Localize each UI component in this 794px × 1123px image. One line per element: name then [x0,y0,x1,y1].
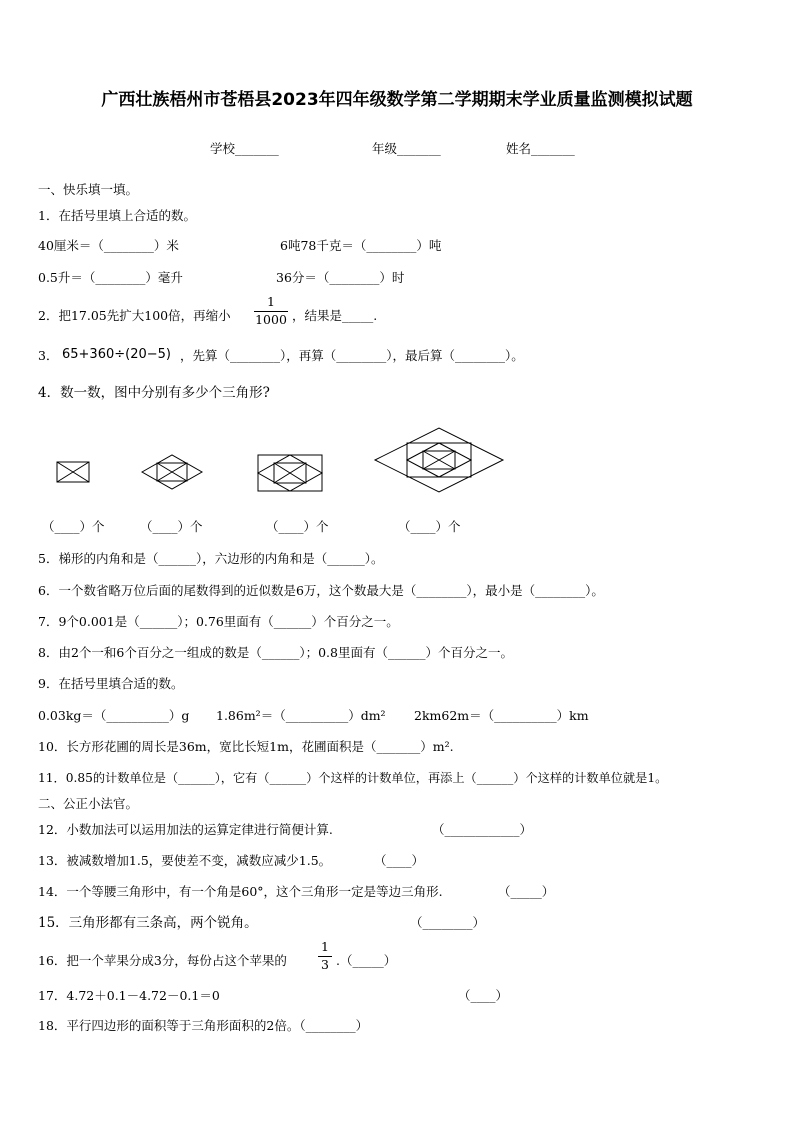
figure-4 [375,428,503,492]
triangle-figures [0,425,794,505]
math-expression: 65+360÷(20−5) [62,347,171,362]
question-9-stem: 9．在括号里填合适的数。 [38,676,184,691]
question-9c: 2km62m＝（__________）km [414,708,589,723]
grade-field: 年级_______ [372,141,441,156]
question-6: 6．一个数省略万位后面的尾数得到的近似数是6万，这个数最大是（________），最小是（________）。 [38,583,604,598]
fraction-numerator: 1 [267,294,275,309]
question-13-answer: （____） [374,853,425,868]
question-15: 15．三角形都有三条高，两个锐角。 [38,915,258,931]
question-12-answer: （____________） [432,822,533,837]
figure-1-answer: （____）个 [42,519,105,534]
question-18: 18．平行四边形的面积等于三角形面积的2倍。（________） [38,1018,369,1033]
question-1d: 36分＝（________）时 [276,270,405,285]
question-5: 5．梯形的内角和是（______），六边形的内角和是（______）。 [38,551,384,566]
section-heading: 一、快乐填一填。 [38,182,139,197]
section-heading: 二、公正小法官。 [38,796,139,811]
fraction-denominator: 1000 [255,311,287,327]
question-2-text: 2．把17.05先扩大100倍，再缩小 [38,308,231,323]
question-12: 12．小数加法可以运用加法的运算定律进行简便计算. [38,822,333,837]
question-15-answer: （________） [410,915,486,930]
question-7: 7．9个0.001是（______）；0.76里面有（______）个百分之一。 [38,614,399,629]
question-17: 17．4.72＋0.1－4.72－0.1＝0 [38,988,220,1003]
question-8: 8．由2个一和6个百分之一组成的数是（______）；0.8里面有（______）个百分之一。 [38,645,513,660]
question-17-answer: （____） [458,988,509,1003]
question-14: 14．一个等腰三角形中，有一个角是60°，这个三角形一定是等边三角形. [38,884,443,899]
fraction-one-third [318,941,332,971]
school-field: 学校_______ [210,141,279,156]
figure-4-answer: （____）个 [398,519,461,534]
question-16-tail: .（_____） [336,953,397,968]
question-9b: 1.86m²＝（__________）dm² [216,708,386,723]
question-13: 13．被减数增加1.5，要使差不变，减数应减少1.5。 [38,853,332,868]
fraction-denominator: 3 [321,956,329,972]
question-4-stem: 4．数一数，图中分别有多少个三角形? [38,385,270,401]
figure-2-answer: （____）个 [140,519,203,534]
question-3-number: 3． [38,348,59,363]
name-field: 姓名_______ [506,141,575,156]
question-16-text: 16．把一个苹果分成3分，每份占这个苹果的 [38,953,287,968]
question-1a: 40厘米＝（________）米 [38,238,179,253]
question-9a: 0.03kg＝（__________）g [38,708,190,723]
figure-1 [57,462,89,482]
question-14-answer: （_____） [498,884,555,899]
question-11: 11．0.85的计数单位是（______），它有（______）个这样的计数单位，再添上（______）个这样的计数单位就是1。 [38,771,668,785]
question-1b: 6吨78千克＝（________）吨 [280,238,442,253]
figure-3-answer: （____）个 [266,519,329,534]
figure-2 [142,455,202,489]
fraction-one-thousandth [254,296,288,326]
question-3-text: ，先算（________），再算（________），最后算（________）。 [180,348,524,363]
question-10: 10．长方形花圃的周长是36m，宽比长短1m，花圃面积是（_______）m². [38,739,454,754]
question-2-tail: ，结果是_____. [292,308,378,323]
fraction-numerator: 1 [321,939,329,954]
question-1c: 0.5升＝（________）毫升 [38,270,183,285]
question-1-stem: 1．在括号里填上合适的数。 [38,208,196,223]
figure-3 [258,455,322,491]
page-title: 广西壮族梧州市苍梧县2023年四年级数学第二学期期末学业质量监测模拟试题 [101,90,693,110]
